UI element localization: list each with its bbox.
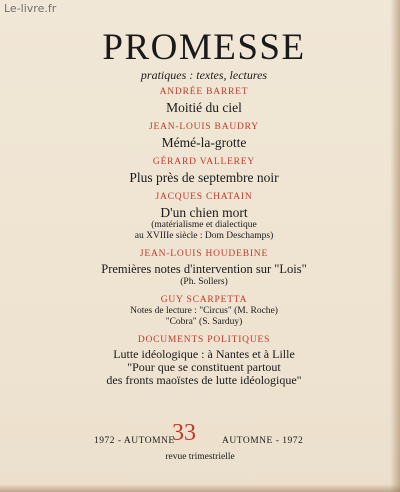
issue-date-left: 1972 - AUTOMNE — [94, 436, 175, 446]
entry-note: (matérialisme et dialectique — [151, 220, 257, 230]
entry-note: au XVIIIe siècle : Dom Deschamps) — [134, 231, 274, 241]
contents-entry — [64, 248, 344, 288]
contents-entry — [64, 121, 344, 150]
contents-entry — [64, 294, 344, 328]
cover-bottom-shadow — [0, 484, 400, 492]
entry-title: Lutte idéologique : à Nantes et à Lille — [113, 347, 295, 361]
entry-author: JACQUES CHATAIN — [155, 192, 253, 202]
entry-title: des fronts maoïstes de lutte idéologique" — [106, 373, 302, 387]
cover-footer — [0, 420, 400, 470]
entry-title: Mémé-la-grotte — [161, 135, 247, 150]
cover-content — [64, 27, 344, 387]
entry-author: JEAN-LOUIS BAUDRY — [149, 122, 259, 132]
entry-title: Moitié du ciel — [166, 100, 242, 115]
watermark: Le-livre.fr — [4, 2, 57, 15]
entry-author: GUY SCARPETTA — [160, 295, 248, 305]
entry-title: Plus près de septembre noir — [129, 170, 279, 185]
entry-title: D'un chien mort — [160, 205, 248, 220]
contents-entry — [64, 156, 344, 185]
entry-author: DOCUMENTS POLITIQUES — [137, 335, 271, 345]
entry-title: Notes de lecture : "Circus" (M. Roche) — [130, 306, 278, 316]
contents-entry — [64, 334, 344, 387]
issue-number: 33 — [172, 420, 196, 446]
cover-edge-shadow — [390, 0, 400, 492]
journal-title: PROMESSE — [102, 27, 306, 68]
contents-entry — [64, 86, 344, 115]
contents-entry — [64, 191, 344, 242]
entry-title: "Cobra" (S. Sarduy) — [165, 317, 243, 327]
entry-title: "Pour que se constituent partout — [127, 360, 281, 374]
entry-author: JEAN-LOUIS HOUDEBINE — [139, 249, 269, 259]
entry-author: ANDRÉE BARRET — [159, 87, 249, 97]
entry-author: GÉRARD VALLEREY — [152, 157, 256, 167]
journal-subtitle: pratiques : textes, lectures — [140, 68, 268, 82]
entry-note: (Ph. Sollers) — [180, 277, 228, 287]
periodicity: revue trimestrielle — [165, 452, 235, 462]
entry-title: Premières notes d'intervention sur "Lois" — [101, 262, 307, 276]
issue-date-right: AUTOMNE - 1972 — [222, 436, 304, 446]
